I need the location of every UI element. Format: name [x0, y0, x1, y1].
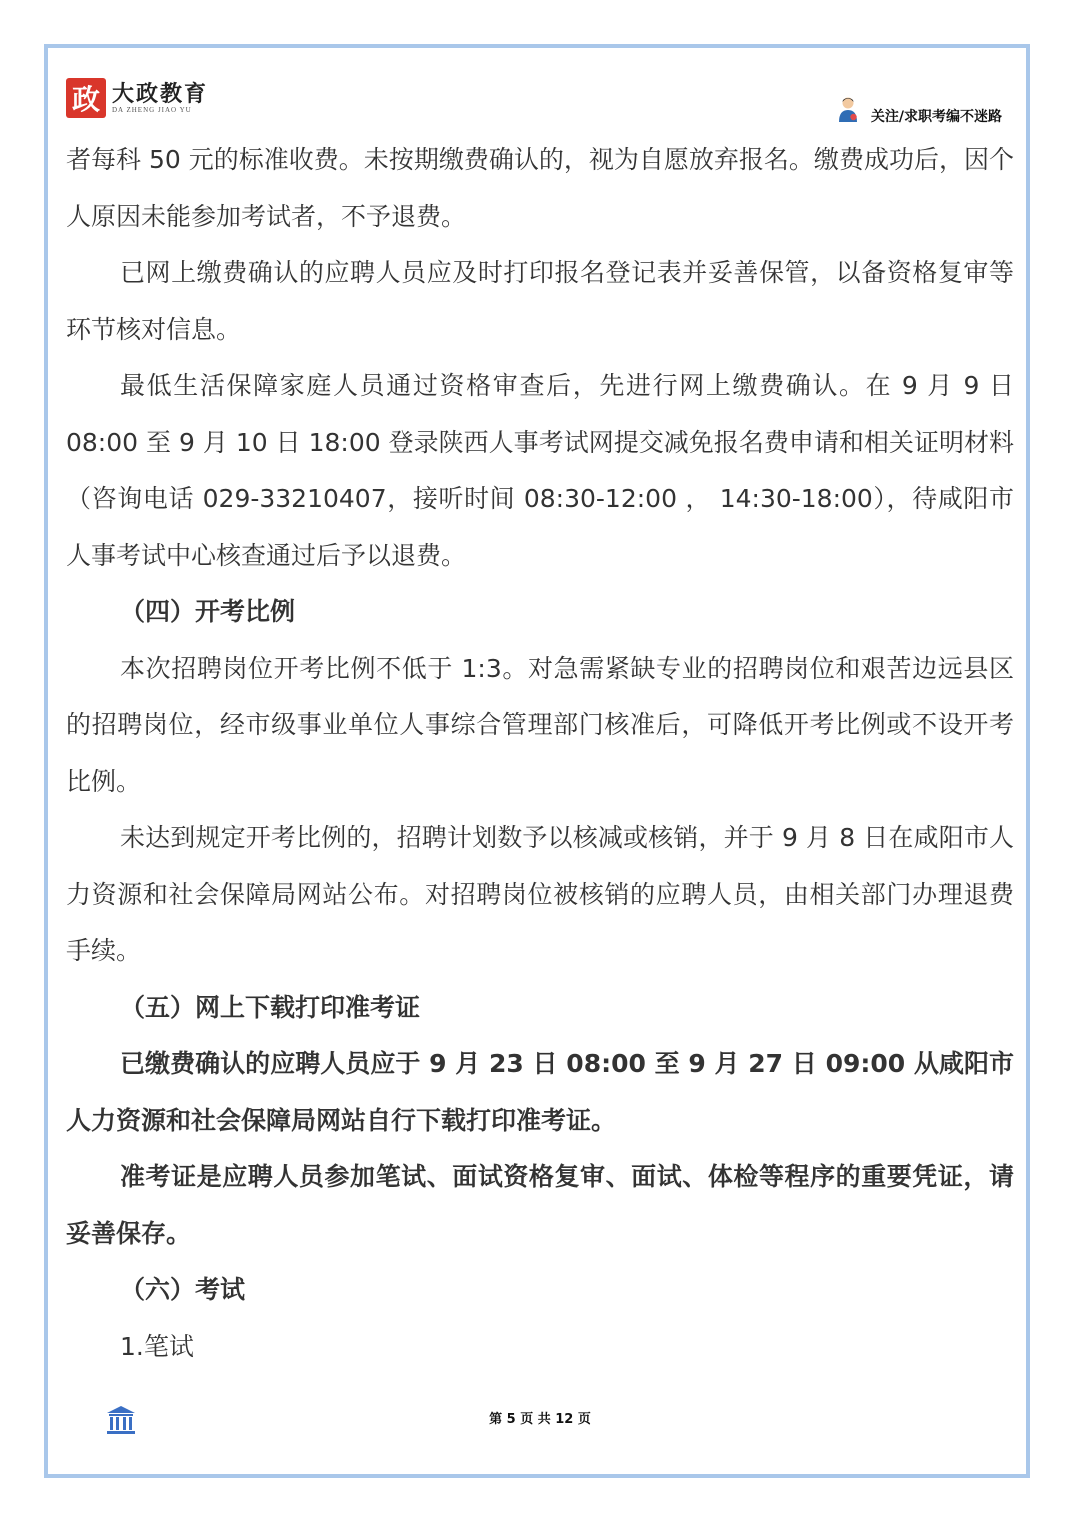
paragraph-ticket-download: 已缴费确认的应聘人员应于 9 月 23 日 08:00 至 9 月 27 日 09:00 从咸阳市人力资源和社会保障局网站自行下载打印准考证。 [66, 1049, 1014, 1135]
paragraph-ratio-rule: 本次招聘岗位开考比例不低于 1:3。对急需紧缺专业的招聘岗位和艰苦边远县区的招聘岗位，经市级事业单位人事综合管理部门核准后，可降低开考比例或不设开考比例。 [66, 653, 1014, 796]
document-body [66, 132, 1014, 1375]
logo-name-cn: 大政教育 [112, 80, 209, 107]
header-slogan: 关注/求职考编不迷路 [870, 109, 1002, 125]
paragraph-print-form: 已网上缴费确认的应聘人员应及时打印报名登记表并妥善保管，以备资格复审等环节核对信息。 [66, 258, 1014, 344]
brand-logo [66, 78, 208, 118]
logo-mark: 政 [66, 78, 106, 118]
page-number: 第 5 页 共 12 页 [489, 1412, 591, 1427]
header-slogan-area [837, 92, 1002, 126]
logo-name-en: DA ZHENG JIAO YU [112, 105, 192, 114]
section-heading-exam-ratio: （四）开考比例 [120, 597, 296, 626]
subheading-written-exam: 1.笔试 [120, 1331, 194, 1361]
paragraph-fee-waiver: 最低生活保障家庭人员通过资格审查后，先进行网上缴费确认。在 9 月 9 日 08:00 至 9 月 10 日 18:00 登录陕西人事考试网提交减免报名费申请和相关证明材料（咨询电话 029-33210407，接听时间 08:30-12:00 ， 14:30-18:00），待咸阳市人事考试中心核查通过后予以退费。 [66, 371, 1014, 570]
section-heading-exam: （六）考试 [120, 1275, 246, 1304]
paragraph-ticket-keep: 准考证是应聘人员参加笔试、面试资格复审、面试、体检等程序的重要凭证，请妥善保存。 [66, 1162, 1014, 1248]
section-heading-admission-ticket: （五）网上下载打印准考证 [120, 992, 421, 1022]
paragraph-ratio-shortfall: 未达到规定开考比例的，招聘计划数予以核减或核销，并于 9 月 8 日在咸阳市人力资源和社会保障局网站公布。对招聘岗位被核销的应聘人员，由相关部门办理退费手续。 [66, 823, 1014, 965]
person-icon [837, 96, 859, 122]
logo-text [112, 82, 208, 115]
paragraph-fee-continued: 者每科 50 元的标准收费。未按期缴费确认的，视为自愿放弃报名。缴费成功后，因个人原因未能参加考试者，不予退费。 [66, 145, 1014, 231]
